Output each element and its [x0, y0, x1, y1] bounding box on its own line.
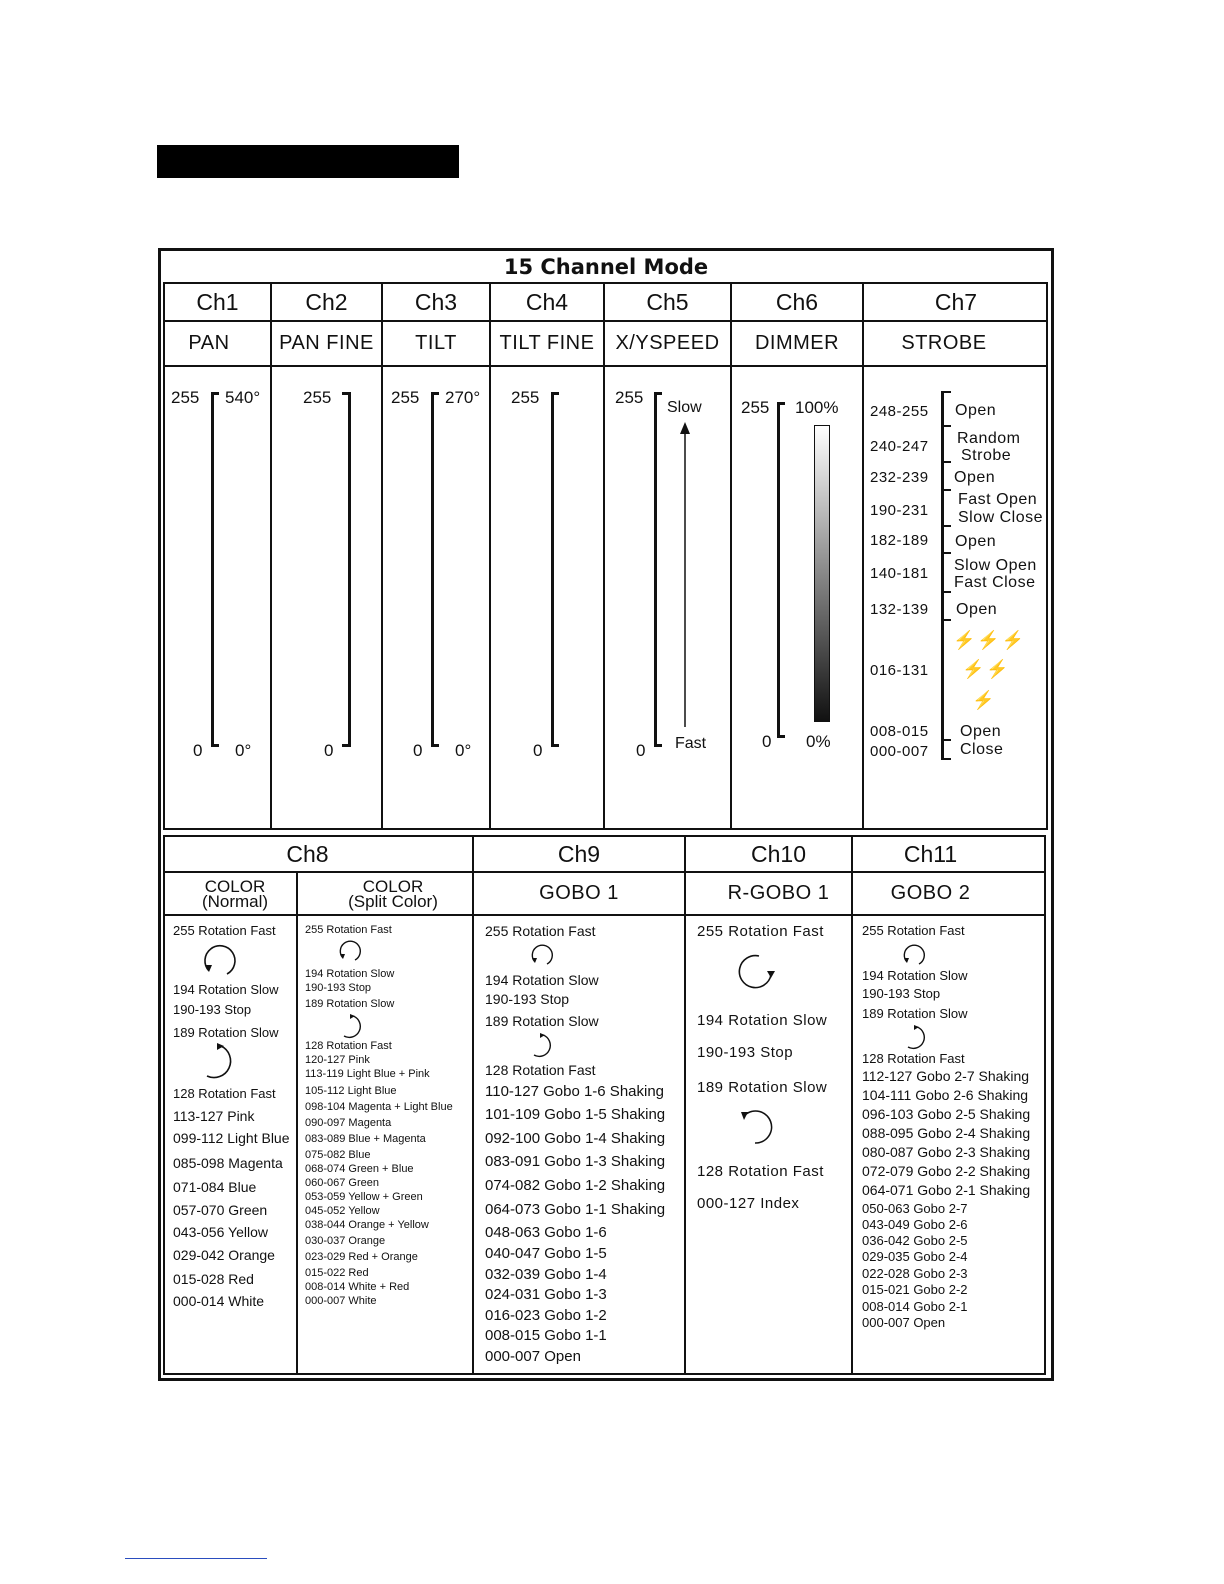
ch2-range-bar — [348, 392, 351, 747]
ch6-dimmer-gradient — [814, 425, 830, 722]
ch8b-entry: 190-193 Stop — [305, 982, 372, 994]
ch2-bottom-value: 0 — [324, 741, 334, 760]
ch11-entry: 255 Rotation Fast — [862, 923, 965, 938]
ch9-entry: 083-091 Gobo 1-3 Shaking — [485, 1153, 666, 1170]
ch8a-entry: 255 Rotation Fast — [173, 923, 276, 938]
ch9-entry: 128 Rotation Fast — [485, 1062, 596, 1078]
header-ch10: Ch10 — [751, 840, 806, 867]
ch11-entry: 064-071 Gobo 2-1 Shaking — [862, 1182, 1031, 1198]
function-strobe: STROBE — [901, 332, 987, 354]
bottom-grid — [163, 835, 1046, 1375]
ch7-range: 248-255 — [870, 403, 929, 420]
ch9-entry: 024-031 Gobo 1-3 — [485, 1286, 607, 1303]
ch2-top-value: 255 — [303, 388, 332, 407]
ch8b-entry: 255 Rotation Fast — [305, 924, 392, 936]
ch7-label: Open — [954, 469, 996, 486]
ch7-label: Open — [955, 402, 997, 419]
ch7-range: 190-231 — [870, 502, 929, 519]
ch8a-entry: 190-193 Stop — [173, 1002, 252, 1017]
ch7-label: Slow Open — [954, 557, 1037, 574]
ch7-label: Random — [957, 430, 1021, 447]
ch9-entry: 189 Rotation Slow — [485, 1013, 599, 1029]
ch8a-entry: 043-056 Yellow — [173, 1224, 268, 1240]
ch10-entry: 000-127 Index — [697, 1195, 800, 1212]
ch5-bottom-value: 0 — [636, 741, 646, 760]
ch8b-entry: 189 Rotation Slow — [305, 998, 395, 1010]
ch8a-entry: 057-070 Green — [173, 1202, 268, 1218]
ch8b-entry: 038-044 Orange + Yellow — [305, 1219, 429, 1231]
ch6-bottom-value: 0 — [762, 732, 772, 751]
rotate-ccw-icon — [529, 941, 557, 969]
ch7-range: 240-247 — [870, 438, 929, 455]
function-color-split: COLOR (Split Color) — [348, 876, 438, 911]
ch8b-entry: 068-074 Green + Blue — [305, 1163, 414, 1175]
ch11-entry: 043-049 Gobo 2-6 — [862, 1217, 968, 1232]
ch8a-entry: 128 Rotation Fast — [173, 1086, 276, 1101]
ch7-label: Slow Close — [958, 509, 1044, 526]
ch5-fast-label: Fast — [675, 735, 707, 752]
ch8a-entry: 194 Rotation Slow — [173, 982, 279, 997]
ch9-entry: 190-193 Stop — [485, 991, 570, 1007]
ch1-top-angle: 540° — [225, 388, 261, 407]
ch8b-entry: 105-112 Light Blue — [305, 1085, 397, 1097]
ch8a-entry: 085-098 Magenta — [173, 1155, 283, 1171]
ch4-range-bar — [551, 392, 554, 747]
function-dimmer: DIMMER — [754, 332, 840, 354]
ch11-entry: 029-035 Gobo 2-4 — [862, 1249, 968, 1264]
ch10-entry: 194 Rotation Slow — [697, 1012, 828, 1029]
ch7-range: 132-139 — [870, 601, 929, 618]
ch10-entry: 190-193 Stop — [697, 1044, 794, 1061]
ch8b-entry: 113-119 Light Blue + Pink — [305, 1068, 430, 1080]
channel-table — [158, 248, 1054, 1381]
ch8a-entry: 071-084 Blue — [173, 1179, 257, 1195]
ch7-range: 008-015 — [870, 723, 929, 740]
ch11-entry: 036-042 Gobo 2-5 — [862, 1233, 968, 1248]
ch5-range-bar — [654, 392, 657, 747]
ch7-range: 182-189 — [870, 532, 929, 549]
rotate-cw-icon — [197, 1043, 239, 1083]
header-ch3: Ch3 — [414, 288, 458, 315]
ch11-entry: 080-087 Gobo 2-3 Shaking — [862, 1144, 1031, 1160]
ch7-label: Fast Close — [954, 574, 1036, 591]
ch6-bottom-percent: 0% — [806, 732, 831, 751]
ch3-range-bar — [431, 392, 434, 747]
strobe-fast-icon: ⚡⚡⚡ — [953, 630, 1027, 650]
function-xy-speed: X/YSPEED — [615, 332, 720, 354]
ch8b-entry: 090-097 Magenta — [305, 1117, 392, 1129]
ch10-entry: 255 Rotation Fast — [697, 923, 824, 940]
ch3-top-angle: 270° — [445, 388, 481, 407]
ch8a-entry: 029-042 Orange — [173, 1247, 275, 1263]
header-ch6: Ch6 — [775, 288, 819, 315]
ch8b-entry: 083-089 Blue + Magenta — [305, 1133, 426, 1145]
ch11-entry: 128 Rotation Fast — [862, 1051, 965, 1066]
header-ch11: Ch11 — [903, 840, 958, 867]
top-grid — [163, 282, 1048, 830]
function-gobo1: GOBO 1 — [539, 882, 619, 904]
rotate-ccw-icon — [337, 937, 365, 965]
ch9-entry: 194 Rotation Slow — [485, 972, 599, 988]
ch9-entry: 064-073 Gobo 1-1 Shaking — [485, 1201, 666, 1218]
ch9-entry: 040-047 Gobo 1-5 — [485, 1245, 607, 1262]
ch8b-entry: 053-059 Yellow + Green — [305, 1191, 423, 1203]
ch7-label: Open — [960, 723, 1002, 740]
ch9-entry: 000-007 Open — [485, 1348, 581, 1365]
ch11-entry: 022-028 Gobo 2-3 — [862, 1266, 968, 1281]
rotate-cw-icon — [901, 1025, 929, 1053]
ch11-entry: 190-193 Stop — [862, 986, 941, 1001]
ch11-entry: 096-103 Gobo 2-5 Shaking — [862, 1106, 1031, 1122]
redacted-heading-bar — [157, 145, 459, 178]
ch7-label: Close — [960, 741, 1004, 758]
ch10-entry: 189 Rotation Slow — [697, 1079, 828, 1096]
ch5-slow-label: Slow — [667, 399, 702, 416]
ch11-entry: 104-111 Gobo 2-6 Shaking — [862, 1087, 1029, 1103]
rotate-cw-icon — [527, 1033, 555, 1061]
ch8a-entry: 000-014 White — [173, 1293, 265, 1309]
ch8a-entry: 015-028 Red — [173, 1271, 254, 1287]
header-ch8: Ch8 — [286, 840, 329, 867]
ch8b-entry: 075-082 Blue — [305, 1149, 371, 1161]
ch6-top-value: 255 — [741, 398, 770, 417]
strobe-slow-icon: ⚡ — [972, 690, 997, 710]
function-pan-fine: PAN FINE — [279, 332, 374, 354]
ch11-entry: 000-007 Open — [862, 1315, 946, 1330]
ch8b-entry: 045-052 Yellow — [305, 1205, 380, 1217]
ch8b-entry: 008-014 White + Red — [305, 1281, 410, 1293]
ch9-entry: 016-023 Gobo 1-2 — [485, 1307, 607, 1324]
ch8b-entry: 000-007 White — [305, 1295, 377, 1307]
ch7-bracket — [941, 391, 944, 760]
ch9-entry: 008-015 Gobo 1-1 — [485, 1327, 607, 1344]
ch9-entry: 074-082 Gobo 1-2 Shaking — [485, 1177, 666, 1194]
ch8a-entry: 099-112 Light Blue — [173, 1130, 290, 1146]
ch9-entry: 110-127 Gobo 1-6 Shaking — [485, 1083, 665, 1100]
ch8b-entry: 015-022 Red — [305, 1267, 369, 1279]
ch4-bottom-value: 0 — [533, 741, 543, 760]
rotate-ccw-icon — [901, 941, 929, 969]
rotate-ccw-icon — [201, 941, 241, 979]
ch8b-entry: 128 Rotation Fast — [305, 1040, 392, 1052]
ch1-top-value: 255 — [171, 388, 200, 407]
ch8b-entry: 030-037 Orange — [305, 1235, 386, 1247]
ch11-entry: 189 Rotation Slow — [862, 1006, 968, 1021]
table-title: 15 Channel Mode — [503, 255, 709, 279]
rotate-cw-icon — [735, 953, 777, 993]
ch11-entry: 194 Rotation Slow — [862, 968, 968, 983]
ch1-bottom-angle: 0° — [235, 741, 252, 760]
ch11-entry: 050-063 Gobo 2-7 — [862, 1201, 968, 1216]
strobe-medium-icon: ⚡⚡ — [962, 659, 1011, 679]
ch11-entry: 112-127 Gobo 2-7 Shaking — [862, 1068, 1030, 1084]
ch7-label: Open — [956, 601, 998, 618]
ch8b-entry: 023-029 Red + Orange — [305, 1251, 418, 1263]
ch11-entry: 088-095 Gobo 2-4 Shaking — [862, 1125, 1031, 1141]
function-r-gobo1: R-GOBO 1 — [727, 882, 830, 904]
ch1-bottom-value: 0 — [193, 741, 203, 760]
ch9-entry: 048-063 Gobo 1-6 — [485, 1224, 607, 1241]
ch7-range: 140-181 — [870, 565, 929, 582]
function-pan: PAN — [188, 332, 230, 354]
ch5-arrow-icon — [677, 422, 693, 732]
header-ch1: Ch1 — [196, 288, 239, 315]
ch9-entry: 255 Rotation Fast — [485, 923, 596, 939]
ch7-range: 016-131 — [870, 662, 929, 679]
ch11-entry: 008-014 Gobo 2-1 — [862, 1299, 968, 1314]
header-ch5: Ch5 — [646, 288, 689, 315]
ch7-label: Open — [955, 533, 997, 550]
ch1-range-bar — [211, 392, 214, 747]
ch3-top-value: 255 — [391, 388, 420, 407]
rotate-ccw-icon — [735, 1107, 777, 1147]
ch3-bottom-angle: 0° — [455, 741, 472, 760]
ch9-entry: 032-039 Gobo 1-4 — [485, 1266, 607, 1283]
ch10-entry: 128 Rotation Fast — [697, 1163, 824, 1180]
function-tilt-fine: TILT FINE — [499, 332, 595, 354]
ch11-entry: 015-021 Gobo 2-2 — [862, 1282, 968, 1297]
ch7-range: 000-007 — [870, 743, 929, 760]
header-ch2: Ch2 — [305, 288, 348, 315]
ch7-label: Fast Open — [958, 491, 1038, 508]
ch8b-entry: 060-067 Green — [305, 1177, 379, 1189]
ch6-range-bar — [777, 402, 780, 738]
header-ch9: Ch9 — [557, 840, 601, 867]
ch7-range: 232-239 — [870, 469, 929, 486]
ch8a-entry: 113-127 Pink — [173, 1108, 255, 1124]
ch8b-entry: 098-104 Magenta + Light Blue — [305, 1101, 453, 1113]
function-tilt: TILT — [415, 332, 457, 354]
ch11-entry: 072-079 Gobo 2-2 Shaking — [862, 1163, 1031, 1179]
function-gobo2: GOBO 2 — [890, 882, 971, 904]
ch8a-entry: 189 Rotation Slow — [173, 1025, 279, 1040]
ch5-top-value: 255 — [615, 388, 644, 407]
ch7-label: Strobe — [961, 447, 1012, 464]
ch8b-entry: 120-127 Pink — [305, 1054, 370, 1066]
ch8b-entry: 194 Rotation Slow — [305, 968, 395, 980]
footer-rule — [125, 1558, 267, 1559]
ch6-top-percent: 100% — [795, 398, 839, 417]
rotate-cw-icon — [337, 1014, 365, 1042]
ch9-entry: 092-100 Gobo 1-4 Shaking — [485, 1130, 666, 1147]
header-ch7: Ch7 — [934, 288, 978, 315]
ch9-entry: 101-109 Gobo 1-5 Shaking — [485, 1106, 666, 1123]
ch3-bottom-value: 0 — [413, 741, 423, 760]
header-ch4: Ch4 — [525, 288, 569, 315]
function-color-normal: COLOR (Normal) — [201, 876, 269, 911]
ch4-top-value: 255 — [511, 388, 540, 407]
